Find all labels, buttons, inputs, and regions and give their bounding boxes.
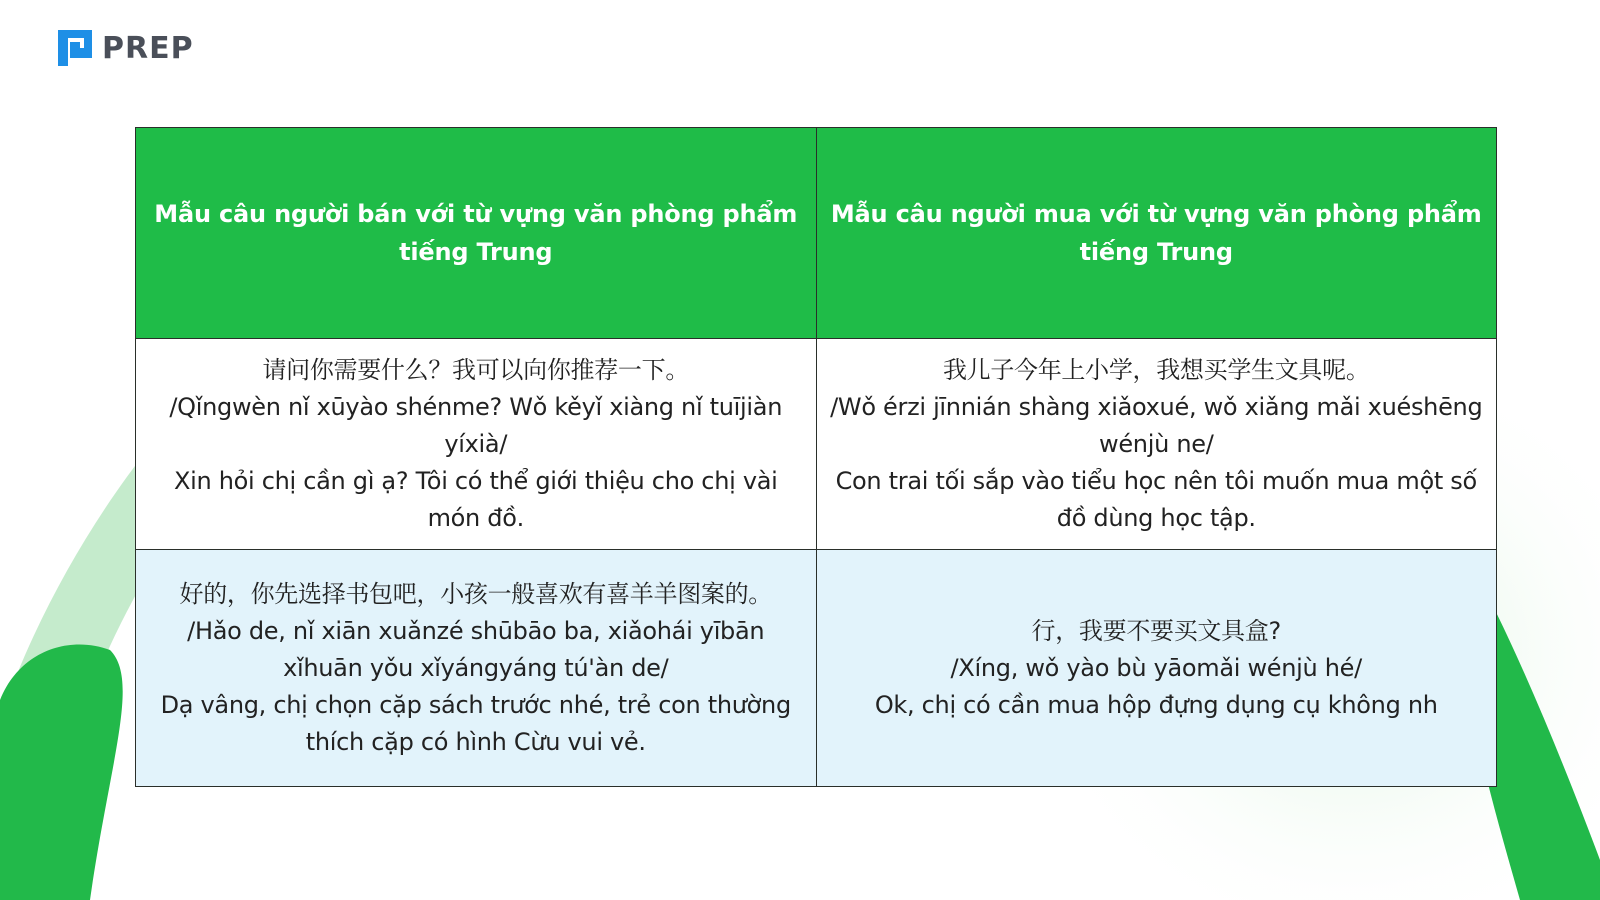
- buyer-phrase-cell: [816, 339, 1497, 550]
- brand-name: PREP: [102, 30, 194, 66]
- prep-logo-icon: [56, 28, 96, 68]
- chinese-text: 好的，你先选择书包吧，小孩一般喜欢有喜羊羊图案的。: [179, 579, 772, 608]
- green-arc-left: [0, 644, 123, 900]
- chinese-text: 请问你需要什么？我可以向你推荐一下。: [262, 355, 690, 384]
- seller-phrase-cell: [136, 550, 817, 787]
- phrases-table-container: [135, 127, 1497, 787]
- vietnamese-text: Ok, chị có cần mua hộp đựng dụng cụ không nh: [874, 690, 1438, 719]
- pinyin-text: /Xíng, wǒ yào bù yāomǎi wénjù hé/: [950, 653, 1362, 682]
- vietnamese-text: Xin hỏi chị cần gì ạ? Tôi có thể giới thiệu cho chị vài món đồ.: [174, 466, 778, 532]
- phrases-table: [135, 127, 1497, 787]
- table-row: [136, 550, 1497, 787]
- header-buyer-phrases: Mẫu câu người mua với từ vựng văn phòng phẩm tiếng Trung: [816, 128, 1497, 339]
- vietnamese-text: Dạ vâng, chị chọn cặp sách trước nhé, trẻ con thường thích cặp có hình Cừu vui vẻ.: [160, 690, 791, 756]
- pinyin-text: /Hǎo de, nǐ xiān xuǎnzé shūbāo ba, xiǎohái yībān xǐhuān yǒu xǐyángyáng tú'àn de/: [187, 616, 765, 682]
- chinese-text: 我儿子今年上小学，我想买学生文具呢。: [942, 355, 1370, 384]
- pinyin-text: /Wǒ érzi jīnnián shàng xiǎoxué, wǒ xiǎng mǎi xuéshēng wénjù ne/: [830, 392, 1483, 458]
- table-row: [136, 339, 1497, 550]
- pinyin-text: /Qǐngwèn nǐ xūyào shénme? Wǒ kěyǐ xiàng nǐ tuījiàn yíxià/: [169, 392, 783, 458]
- table-header-row: [136, 128, 1497, 339]
- seller-phrase-cell: [136, 339, 817, 550]
- chinese-text: 行，我要不要买文具盒?: [1031, 616, 1281, 645]
- header-seller-phrases: Mẫu câu người bán với từ vựng văn phòng phẩm tiếng Trung: [136, 128, 817, 339]
- vietnamese-text: Con trai tối sắp vào tiểu học nên tôi muốn mua một số đồ dùng học tập.: [835, 466, 1477, 532]
- buyer-phrase-cell: [816, 550, 1497, 787]
- brand-logo[interactable]: [56, 28, 194, 68]
